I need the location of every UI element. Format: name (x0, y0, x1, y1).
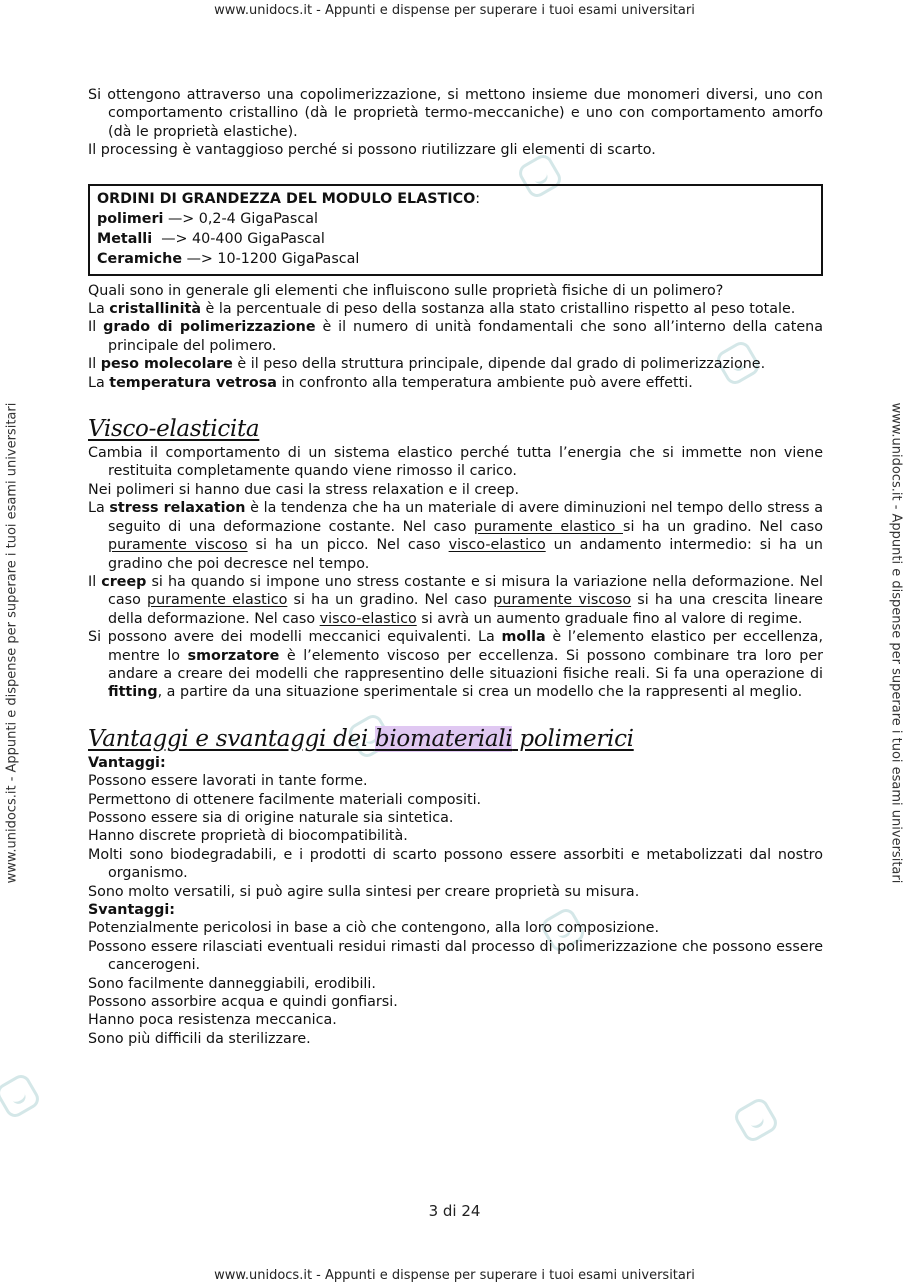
visco-heading: Visco-elasticita (88, 416, 260, 443)
intro-paragraph: Si ottengono attraverso una copolimerizzazione, si mettono insieme due monomeri diversi, uno con comportamento cristallino (dà le proprietà termo-meccaniche) e uno con comportamento amorfo (dà le proprietà elastiche). (88, 87, 823, 140)
property-paragraph: Il peso molecolare è il peso della struttura principale, dipende dal grado di polimerizzazione. (88, 356, 766, 373)
visco-paragraph: Cambia il comportamento di un sistema elastico perché tutta l’energia che si immette non viene restituita completamente quando viene rimosso il carico. (88, 445, 823, 480)
models-paragraph: Si possono avere dei modelli meccanici equivalenti. La molla è l’elemento elastico per eccellenza, mentre lo smorzatore è l’elemento viscoso per eccellenza. Si possono combinare tra loro per andare a creare dei modelli che rappresentino delle situazioni fisiche reali. Si fa una operazione di fitting, a partire da una situazione sperimentale si crea un modello che la rappresenti al meglio. (88, 629, 823, 701)
question: Quali sono in generale gli elementi che influiscono sulle proprietà fisiche di un polimero? (88, 282, 724, 299)
page-content (88, 86, 823, 1048)
watermark-logo-icon (731, 1095, 780, 1144)
right-margin-watermark: www.unidocs.it - Appunti e dispense per superare i tuoi esami universitari (888, 402, 904, 884)
left-margin-watermark: www.unidocs.it - Appunti e dispense per superare i tuoi esami universitari (4, 402, 20, 884)
visco-paragraph: Nei polimeri si hanno due casi la stress relaxation e il creep. (88, 481, 520, 498)
con-item: Sono più difficili da sterilizzare. (88, 1030, 311, 1047)
elastic-modulus-box (88, 184, 823, 276)
box-title: ORDINI DI GRANDEZZA DEL MODULO ELASTICO: (97, 190, 481, 207)
pro-item: Molti sono biodegradabili, e i prodotti di scarto possono essere assorbiti e metabolizzati dal nostro organismo. (88, 846, 823, 882)
pro-item: Possono essere sia di origine naturale sia sintetica. (88, 809, 454, 826)
creep-paragraph: Il creep si ha quando si impone uno stress costante e si misura la variazione nella deformazione. Nel caso puramente elastico si ha un gradino. Nel caso puramente viscoso si ha una crescita lineare della deformazione. Nel caso visco-elastico si avrà un aumento graduale fino al valore di regime. (88, 573, 823, 627)
cons-label: Svantaggi: (88, 902, 176, 918)
con-item: Hanno poca resistenza meccanica. (88, 1012, 337, 1029)
box-row: polimeri —> 0,2-4 GigaPascal (97, 210, 318, 227)
pro-item: Permettono di ottenere facilmente materiali compositi. (88, 791, 482, 808)
box-row: Metalli —> 40-400 GigaPascal (97, 230, 325, 247)
con-item: Possono essere rilasciati eventuali residui rimasti dal processo di polimerizzazione che possono essere cancerogeni. (88, 938, 823, 974)
pro-item: Hanno discrete proprietà di biocompatibilità. (88, 828, 408, 845)
page-header-watermark: www.unidocs.it - Appunti e dispense per superare i tuoi esami universitari (214, 3, 695, 18)
pro-item: Sono molto versatili, si può agire sulla sintesi per creare proprietà su misura. (88, 883, 640, 900)
con-item: Possono assorbire acqua e quindi gonfiarsi. (88, 994, 398, 1011)
property-paragraph: La temperatura vetrosa in confronto alla temperatura ambiente può avere effetti. (88, 374, 693, 391)
stress-relaxation-paragraph: La stress relaxation è la tendenza che ha un materiale di avere diminuzioni nel tempo dello stress a seguito di una deformazione costante. Nel caso puramente elastico si ha un gradino. Nel caso puramente viscoso si ha un picco. Nel caso visco-elastico un andamento intermedio: si ha un gradino che poi decresce nel tempo. (88, 500, 823, 572)
page-footer-watermark: www.unidocs.it - Appunti e dispense per superare i tuoi esami universitari (214, 1268, 695, 1283)
pros-label: Vantaggi: (88, 754, 166, 771)
heading-highlight: biomateriali (374, 725, 513, 752)
con-item: Potenzialmente pericolosi in base a ciò che contengono, alla loro composizione. (88, 920, 660, 937)
property-paragraph: Il grado di polimerizzazione è il numero di unità fondamentali che sono all’interno della catena principale del polimero. (88, 319, 823, 354)
property-paragraph: La cristallinità è la percentuale di peso della sostanza alla stato cristallino rispetto al peso totale. (88, 301, 796, 318)
pro-item: Possono essere lavorati in tante forme. (88, 773, 368, 790)
intro-paragraph: Il processing è vantaggioso perché si possono riutilizzare gli elementi di scarto. (88, 142, 656, 159)
vantaggi-heading: Vantaggi e svantaggi dei biomateriali polimerici (88, 725, 634, 752)
con-item: Sono facilmente danneggiabili, erodibili. (88, 975, 376, 992)
box-row: Ceramiche —> 10-1200 GigaPascal (97, 250, 360, 267)
watermark-logo-icon (0, 1071, 43, 1120)
page-number: 3 di 24 (428, 1202, 481, 1220)
